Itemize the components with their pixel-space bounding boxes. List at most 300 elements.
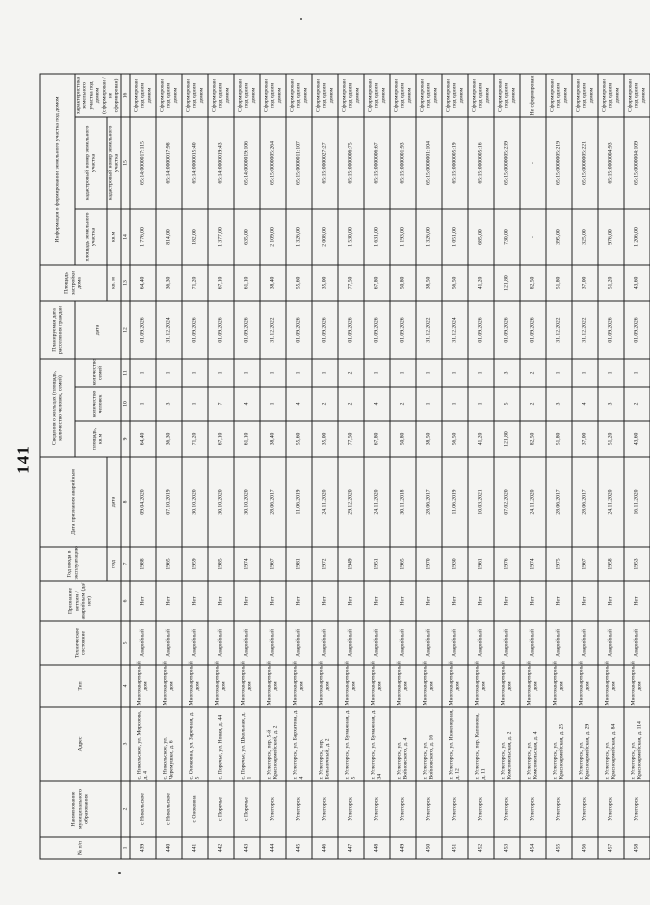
column-number: 6 [121, 581, 130, 621]
families-cell: 1 [208, 359, 234, 387]
land-status-cell: Сформирован под одним домом [416, 74, 442, 117]
table-row [234, 74, 260, 859]
cadastral-cell: 65:15:0000004:109 [624, 117, 650, 209]
people-cell: 2 [520, 387, 546, 421]
land-status-cell: Сформирован под одним домом [208, 74, 234, 117]
families-cell: 1 [286, 359, 312, 387]
table-row [468, 74, 494, 859]
cadastral-cell: 65:15:0000006:67 [364, 117, 390, 209]
families-cell: 1 [182, 359, 208, 387]
land-area-cell: 395,00 [546, 209, 572, 265]
address-cell: с. Никольское, ул. Морозова, д. 4 [130, 707, 156, 781]
type-cell: Многоквартирный дом [364, 665, 390, 707]
cadastral-cell: 65:15:0000005:264 [260, 117, 286, 209]
header-land-status: характеристика земельного участка под домом (сформирован / не сформирован) [75, 74, 121, 117]
families-cell: 2 [520, 359, 546, 387]
families-cell: 1 [364, 359, 390, 387]
state-cell: Аварийный [338, 621, 364, 665]
built-area-cell: 64,40 [130, 265, 156, 301]
cadastral-cell: 65:15:0000004:93 [598, 117, 624, 209]
type-cell: Многоквартирный дом [546, 665, 572, 707]
header-built-area: Площадь застройки дома [40, 265, 107, 301]
municipality-cell: с Поречье [234, 781, 260, 837]
row-number: 449 [390, 837, 416, 859]
resettlement-date-cell: 01.09.2026 [234, 301, 260, 359]
year-cell: 1974 [520, 547, 546, 581]
year-cell: 1972 [312, 547, 338, 581]
people-cell: 4 [286, 387, 312, 421]
scan-speck [118, 872, 121, 874]
table-row [208, 74, 234, 859]
emergency-cell: Нет [546, 581, 572, 621]
header-commissioning-year: Год ввода в эксплуатацию [40, 547, 107, 581]
row-number: 456 [572, 837, 598, 859]
state-cell: Аварийный [130, 621, 156, 665]
row-number: 458 [624, 837, 650, 859]
column-number: 8 [121, 457, 130, 547]
land-status-cell: Сформирован под одним домом [468, 74, 494, 117]
recognition-date-cell: 30.11.2018 [390, 457, 416, 547]
recognition-date-cell: 11.06.2019 [442, 457, 468, 547]
families-cell: 3 [494, 359, 520, 387]
year-cell: 1949 [338, 547, 364, 581]
land-area-cell: 182,00 [182, 209, 208, 265]
cadastral-cell: 65:14:0000019:106 [234, 117, 260, 209]
families-cell: 1 [260, 359, 286, 387]
recognition-date-cell: 30.10.2020 [234, 457, 260, 547]
area-cell: 121,80 [494, 421, 520, 457]
land-status-cell: Сформирован под одним домом [130, 74, 156, 117]
type-cell: Многоквартирный дом [208, 665, 234, 707]
land-area-cell: 814,00 [156, 209, 182, 265]
year-cell: 1930 [442, 547, 468, 581]
address-cell: г. Углегорск, ул. Инженерная, д. 12 [442, 707, 468, 781]
emergency-cell: Нет [234, 581, 260, 621]
area-cell: 77,50 [338, 421, 364, 457]
built-area-cell: 121,80 [494, 265, 520, 301]
area-cell: 35,00 [312, 421, 338, 457]
state-cell: Аварийный [442, 621, 468, 665]
land-status-cell: Сформирован под одним домом [338, 74, 364, 117]
header-cadastral: кадастровый номер земельного участка [75, 117, 107, 209]
families-cell: 1 [390, 359, 416, 387]
rotated-table-wrapper [13, 75, 647, 860]
table-row [598, 74, 624, 859]
header-land-group: Информация о формировании земельного участка под домом [40, 74, 75, 265]
built-area-cell: 55,60 [286, 265, 312, 301]
row-number: 444 [260, 837, 286, 859]
municipality-cell: с Поречье [208, 781, 234, 837]
land-status-cell: Сформирован под одним домом [546, 74, 572, 117]
cadastral-cell: - [520, 117, 546, 209]
area-cell: 51,80 [546, 421, 572, 457]
type-cell: Многоквартирный дом [260, 665, 286, 707]
address-cell: г. Углегорск, ул. Красноармейская, д. 84 [598, 707, 624, 781]
header-area: площадь, кв.м [75, 421, 121, 457]
table-row [312, 74, 338, 859]
resettlement-date-cell: 01.09.2026 [520, 301, 546, 359]
people-cell: 5 [494, 387, 520, 421]
land-area-cell: 685,00 [468, 209, 494, 265]
row-number: 446 [312, 837, 338, 859]
row-number: 447 [338, 837, 364, 859]
year-cell: 1988 [130, 547, 156, 581]
area-cell: 41,20 [468, 421, 494, 457]
families-cell: 1 [234, 359, 260, 387]
emergency-cell: Нет [442, 581, 468, 621]
land-status-cell: Сформирован под одним домом [572, 74, 598, 117]
municipality-cell: Углегорск [624, 781, 650, 837]
year-cell: 1958 [598, 547, 624, 581]
municipality-cell: Углегорск [468, 781, 494, 837]
address-cell: с. Поречье, ул. Новая, д. 44 [208, 707, 234, 781]
cadastral-cell: 65:15:0000001:104 [416, 117, 442, 209]
type-cell: Многоквартирный дом [494, 665, 520, 707]
row-number: 441 [182, 837, 208, 859]
municipality-cell: с Оноковна [182, 781, 208, 837]
table-row [286, 74, 312, 859]
built-area-cell: 36,30 [156, 265, 182, 301]
people-cell: 1 [260, 387, 286, 421]
people-cell: 1 [182, 387, 208, 421]
emergency-cell: Нет [130, 581, 156, 621]
land-area-cell: 1 326,00 [286, 209, 312, 265]
emergency-cell: Нет [468, 581, 494, 621]
recognition-date-cell: 07.02.2020 [494, 457, 520, 547]
land-status-cell: Сформирован под одним домом [442, 74, 468, 117]
year-cell: 1975 [546, 547, 572, 581]
recognition-date-cell: 24.11.2020 [520, 457, 546, 547]
state-cell: Аварийный [364, 621, 390, 665]
recognition-date-cell: 07.10.2019 [156, 457, 182, 547]
table-row [494, 74, 520, 859]
header-address: Адрес [40, 707, 121, 781]
built-area-cell: 56,50 [442, 265, 468, 301]
column-number: 2 [121, 781, 130, 837]
type-cell: Многоквартирный дом [286, 665, 312, 707]
area-cell: 61,10 [234, 421, 260, 457]
year-cell: 1959 [182, 547, 208, 581]
emergency-cell: Нет [572, 581, 598, 621]
cadastral-cell: 65:14:0000019:43 [208, 117, 234, 209]
area-cell: 64,40 [130, 421, 156, 457]
header-resettlement-group: Планируемая дата расселения граждан [40, 301, 75, 359]
land-status-cell: Сформирован под одним домом [624, 74, 650, 117]
area-cell: 56,50 [442, 421, 468, 457]
resettlement-date-cell: 01.09.2026 [494, 301, 520, 359]
recognition-date-cell: 24.11.2020 [312, 457, 338, 547]
state-cell: Аварийный [312, 621, 338, 665]
emergency-cell: Нет [598, 581, 624, 621]
municipality-cell: Углегорск [390, 781, 416, 837]
emergency-cell: Нет [416, 581, 442, 621]
address-cell: г. Углегорск, ул. Комсомольская, д. 2 [494, 707, 520, 781]
column-number: 14 [121, 209, 130, 265]
year-cell: 1967 [572, 547, 598, 581]
families-cell: 1 [572, 359, 598, 387]
row-number: 442 [208, 837, 234, 859]
year-cell: 1953 [624, 547, 650, 581]
year-cell: 1985 [208, 547, 234, 581]
address-cell: г. Углегорск, пер. Капонова, д. 11 [468, 707, 494, 781]
area-cell: 55,60 [286, 421, 312, 457]
table-row [572, 74, 598, 859]
emergency-cell: Нет [390, 581, 416, 621]
column-number: 1 [121, 837, 130, 859]
resettlement-date-cell: 01.09.2026 [286, 301, 312, 359]
area-cell: 71,20 [182, 421, 208, 457]
people-cell: 2 [312, 387, 338, 421]
header-date: дата [75, 301, 121, 359]
area-cell: 36,30 [156, 421, 182, 457]
housing-table [40, 74, 650, 860]
table-row [624, 74, 650, 859]
state-cell: Аварийный [182, 621, 208, 665]
year-cell: 1965 [156, 547, 182, 581]
table-row [546, 74, 572, 859]
table-row [156, 74, 182, 859]
header-residents-group: Сведения о жильцах (площадь, количество человек, семей) [40, 359, 75, 457]
table-row [338, 74, 364, 859]
land-status-cell: Сформирован под одним домом [598, 74, 624, 117]
resettlement-date-cell: 31.12.2024 [442, 301, 468, 359]
municipality-cell: Углегорск [572, 781, 598, 837]
address-cell: с. Поречье, ул. Школьная, д. 1 [234, 707, 260, 781]
resettlement-date-cell: 31.12.2022 [572, 301, 598, 359]
people-cell: 3 [156, 387, 182, 421]
state-cell: Аварийный [546, 621, 572, 665]
recognition-date-cell: 11.06.2019 [286, 457, 312, 547]
land-area-cell: 1 051,00 [442, 209, 468, 265]
people-cell: 3 [598, 387, 624, 421]
table-row [416, 74, 442, 859]
resettlement-date-cell: 01.09.2026 [208, 301, 234, 359]
header-families: количество семей [75, 359, 121, 387]
people-cell: 1 [130, 387, 156, 421]
cadastral-cell: 65:15:0000001:93 [390, 117, 416, 209]
type-cell: Многоквартирный дом [572, 665, 598, 707]
recognition-date-cell: 28.06.2017 [546, 457, 572, 547]
cadastral-cell: 65:15:0000006:75 [338, 117, 364, 209]
column-number: 13 [121, 265, 130, 301]
built-area-cell: 67,80 [364, 265, 390, 301]
families-cell: 1 [130, 359, 156, 387]
municipality-cell: Углегорск [442, 781, 468, 837]
state-cell: Аварийный [286, 621, 312, 665]
header-people: количество человек [75, 387, 121, 421]
resettlement-date-cell: 01.09.2026 [468, 301, 494, 359]
families-cell: 1 [624, 359, 650, 387]
recognition-date-cell: 09.04.2020 [130, 457, 156, 547]
year-cell: 1976 [494, 547, 520, 581]
cadastral-cell: 65:15:0000005:219 [546, 117, 572, 209]
land-area-cell: 1 193,00 [390, 209, 416, 265]
address-cell: г. Углегорск, ул. Красноармейская, д. 29 [572, 707, 598, 781]
resettlement-date-cell: 31.12.2022 [416, 301, 442, 359]
header-sqm-unit-2: кв.м [107, 209, 121, 265]
row-number: 445 [286, 837, 312, 859]
address-cell: г. Углегорск, ул. Красноармейская, д. 25 [546, 707, 572, 781]
municipality-cell: Углегорск [520, 781, 546, 837]
type-cell: Многоквартирный дом [182, 665, 208, 707]
families-cell: 1 [598, 359, 624, 387]
resettlement-date-cell: 01.09.2026 [182, 301, 208, 359]
municipality-cell: Углегорск [494, 781, 520, 837]
resettlement-date-cell: 31.12.2024 [156, 301, 182, 359]
land-status-cell: Сформирован под одним домом [494, 74, 520, 117]
land-status-cell: Сформирован под одним домом [286, 74, 312, 117]
type-cell: Многоквартирный дом [130, 665, 156, 707]
area-cell: 43,60 [624, 421, 650, 457]
built-area-cell: 51,20 [598, 265, 624, 301]
resettlement-date-cell: 01.09.2026 [390, 301, 416, 359]
people-cell: 7 [208, 387, 234, 421]
table-row [390, 74, 416, 859]
resettlement-date-cell: 01.09.2026 [338, 301, 364, 359]
people-cell: 2 [338, 387, 364, 421]
header-emergency-status: Признание ветхим / аварийным (да/нет) [40, 581, 121, 621]
year-cell: 1951 [364, 547, 390, 581]
cadastral-cell: 65:15:0000011:107 [286, 117, 312, 209]
recognition-date-cell: 28.06.2017 [572, 457, 598, 547]
state-cell: Аварийный [468, 621, 494, 665]
address-cell: г. Углегорск, ул. Войновского, д. 16 [416, 707, 442, 781]
row-number: 455 [546, 837, 572, 859]
built-area-cell: 51,80 [546, 265, 572, 301]
municipality-cell: Углегорск [286, 781, 312, 837]
cadastral-cell: 65:15:0000027:27 [312, 117, 338, 209]
area-cell: 67,10 [208, 421, 234, 457]
land-area-cell: - [520, 209, 546, 265]
row-number: 457 [598, 837, 624, 859]
people-cell: 1 [468, 387, 494, 421]
land-area-cell: 730,00 [494, 209, 520, 265]
header-sqm-unit: кв. м [107, 265, 121, 301]
built-area-cell: 77,50 [338, 265, 364, 301]
type-cell: Многоквартирный дом [598, 665, 624, 707]
state-cell: Аварийный [260, 621, 286, 665]
state-cell: Аварийный [208, 621, 234, 665]
column-number: 12 [121, 301, 130, 359]
people-cell: 4 [364, 387, 390, 421]
type-cell: Многоквартирный дом [442, 665, 468, 707]
built-area-cell: 71,20 [182, 265, 208, 301]
column-number: 11 [121, 359, 130, 387]
row-number: 453 [494, 837, 520, 859]
municipality-cell: Углегорск [546, 781, 572, 837]
people-cell: 1 [442, 387, 468, 421]
address-cell: г. Углегорск, ул. Бархатова, д. 4 [286, 707, 312, 781]
recognition-date-cell: 16.11.2020 [624, 457, 650, 547]
type-cell: Многоквартирный дом [338, 665, 364, 707]
families-cell: 1 [312, 359, 338, 387]
resettlement-date-cell: 31.12.2022 [546, 301, 572, 359]
land-area-cell: 1 377,00 [208, 209, 234, 265]
recognition-date-cell: 30.10.2020 [208, 457, 234, 547]
column-number: 10 [121, 387, 130, 421]
municipality-cell: Углегорск [598, 781, 624, 837]
row-number: 454 [520, 837, 546, 859]
row-number: 451 [442, 837, 468, 859]
cadastral-cell: 65:14:0000017:115 [130, 117, 156, 209]
table-row [130, 74, 156, 859]
year-cell: 1970 [416, 547, 442, 581]
address-cell: с. Оноковна, ул. Заречная, д. 5 [182, 707, 208, 781]
people-cell: 4 [572, 387, 598, 421]
state-cell: Аварийный [572, 621, 598, 665]
column-number: 15 [121, 117, 130, 209]
recognition-date-cell: 28.06.2017 [260, 457, 286, 547]
table-row [182, 74, 208, 859]
built-area-cell: 38,40 [260, 265, 286, 301]
land-area-cell: 635,00 [234, 209, 260, 265]
state-cell: Аварийный [416, 621, 442, 665]
emergency-cell: Нет [312, 581, 338, 621]
land-area-cell: 1 776,00 [130, 209, 156, 265]
state-cell: Аварийный [494, 621, 520, 665]
header-municipality: Наименование муниципального образования [40, 781, 121, 837]
land-status-cell: Сформирован под одним домом [182, 74, 208, 117]
recognition-date-cell: 30.10.2020 [182, 457, 208, 547]
year-cell: 1967 [260, 547, 286, 581]
families-cell: 1 [442, 359, 468, 387]
address-cell: г. Углегорск, ул. Бумажная, д. 34 [364, 707, 390, 781]
land-area-cell: 1 206,00 [624, 209, 650, 265]
column-number: 5 [121, 621, 130, 665]
table-row [260, 74, 286, 859]
land-area-cell: 2 109,00 [260, 209, 286, 265]
state-cell: Аварийный [520, 621, 546, 665]
families-cell: 1 [468, 359, 494, 387]
year-cell: 1974 [234, 547, 260, 581]
emergency-cell: Нет [494, 581, 520, 621]
recognition-date-cell: 28.06.2017 [416, 457, 442, 547]
area-cell: 38,40 [260, 421, 286, 457]
type-cell: Многоквартирный дом [624, 665, 650, 707]
built-area-cell: 50,80 [390, 265, 416, 301]
cadastral-cell: 65:14:0000017:98 [156, 117, 182, 209]
emergency-cell: Нет [156, 581, 182, 621]
land-area-cell: 1 631,00 [364, 209, 390, 265]
people-cell: 1 [416, 387, 442, 421]
state-cell: Аварийный [598, 621, 624, 665]
families-cell: 1 [156, 359, 182, 387]
municipality-cell: Углегорск [364, 781, 390, 837]
column-number: 4 [121, 665, 130, 707]
municipality-cell: Углегорск [312, 781, 338, 837]
column-number: 7 [121, 547, 130, 581]
municipality-cell: Углегорск [338, 781, 364, 837]
built-area-cell: 37,00 [572, 265, 598, 301]
state-cell: Аварийный [624, 621, 650, 665]
header-recognition-date: Дата признания аварийным [40, 457, 107, 547]
type-cell: Многоквартирный дом [468, 665, 494, 707]
recognition-date-cell: 29.12.2020 [338, 457, 364, 547]
built-area-cell: 43,60 [624, 265, 650, 301]
cadastral-cell: 65:15:0000005:19 [442, 117, 468, 209]
land-area-cell: 325,00 [572, 209, 598, 265]
address-cell: г. Углегорск, ул. Войновского, д. 4 [390, 707, 416, 781]
row-number: 440 [156, 837, 182, 859]
resettlement-date-cell: 01.09.2026 [130, 301, 156, 359]
address-cell: с. Никольское, ул. Черемушки, д. 6 [156, 707, 182, 781]
resettlement-date-cell: 01.09.2026 [624, 301, 650, 359]
cadastral-cell: 65:15:0000005:16 [468, 117, 494, 209]
recognition-date-cell: 24.11.2020 [598, 457, 624, 547]
page-number: 141 [13, 445, 33, 474]
resettlement-date-cell: 01.09.2026 [364, 301, 390, 359]
families-cell: 1 [546, 359, 572, 387]
